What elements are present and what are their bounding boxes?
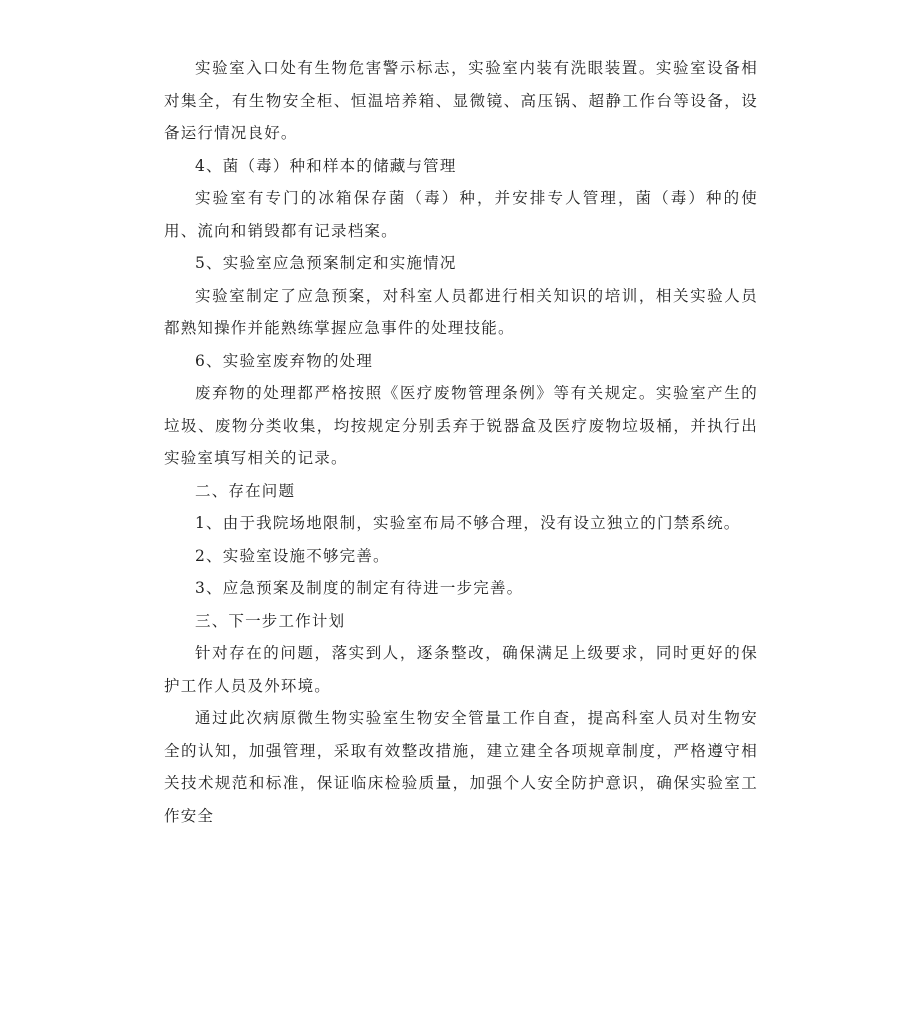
section-heading-existing-problems: 二、存在问题 — [195, 481, 296, 500]
paragraph-conclusion: 通过此次病原微生物实验室生物安全管量工作自查，提高科室人员对生物安全的认知，加强管理，采取有效整改措施，建立建全各项规章制度，严格遵守相关技术规范和标准，保证临床检验质量，加强个人安全防护意识，确保实验室工作安全 — [164, 709, 758, 825]
document-body — [164, 52, 758, 832]
problem-item-1: 1、由于我院场地限制，实验室布局不够合理，没有设立独立的门禁系统。 — [195, 514, 741, 532]
section-heading-waste-handling: 6、实验室废弃物的处理 — [195, 351, 374, 370]
section-heading-next-steps: 三、下一步工作计划 — [195, 611, 346, 630]
paragraph-waste-handling: 废弃物的处理都严格按照《医疗废物管理条例》等有关规定。实验室产生的垃圾、废物分类收集，均按规定分别丢弃于锐器盒及医疗废物垃圾桶，并执行出实验室填写相关的记录。 — [164, 384, 758, 467]
problem-item-3: 3、应急预案及制度的制定有待进一步完善。 — [195, 579, 524, 597]
section-heading-emergency-plan: 5、实验室应急预案制定和实施情况 — [195, 254, 457, 272]
paragraph-lab-equipment: 实验室入口处有生物危害警示标志，实验室内装有洗眼装置。实验室设备相对集全，有生物安全柜、恒温培养箱、显微镜、高压锅、超静工作台等设备，设备运行情况良好。 — [164, 59, 758, 142]
paragraph-next-steps: 针对存在的问题，落实到人，逐条整改，确保满足上级要求，同时更好的保护工作人员及外环境。 — [164, 644, 758, 695]
paragraph-strain-storage: 实验室有专门的冰箱保存菌（毒）种，并安排专人管理，菌（毒）种的使用、流向和销毁都有记录档案。 — [164, 189, 758, 240]
section-heading-strain-storage: 4、菌（毒）种和样本的储藏与管理 — [195, 156, 457, 175]
problem-item-2: 2、实验室设施不够完善。 — [195, 546, 390, 565]
paragraph-emergency-plan: 实验室制定了应急预案，对科室人员都进行相关知识的培训，相关实验人员都熟知操作并能熟练掌握应急事件的处理技能。 — [164, 286, 758, 337]
